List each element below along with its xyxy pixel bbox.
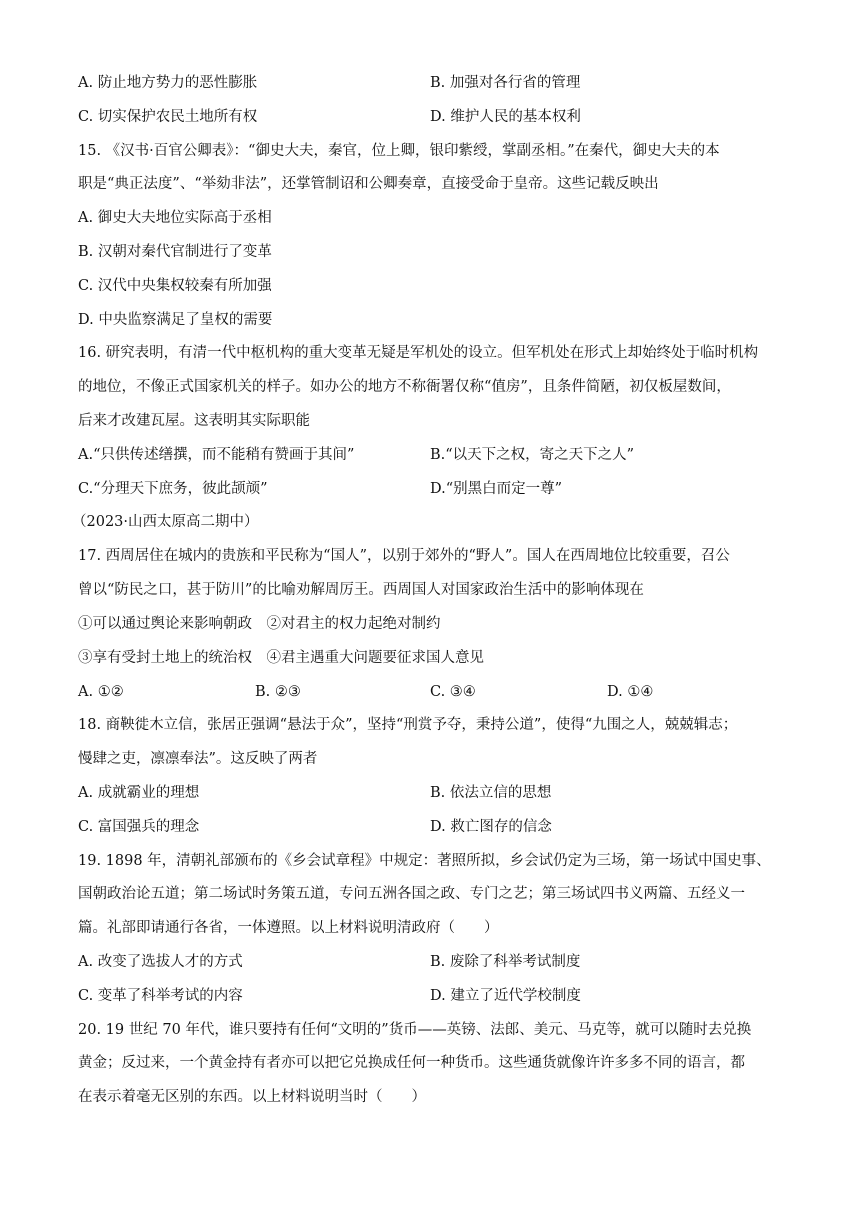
q17-option-c[interactable]: C. ③④ bbox=[430, 684, 476, 700]
q17-option-b[interactable]: B. ②③ bbox=[255, 684, 301, 700]
q19-option-b[interactable]: B. 废除了科举考试制度 bbox=[430, 954, 581, 970]
q19-option-c[interactable]: C. 变革了科举考试的内容 bbox=[78, 988, 243, 1004]
q16-option-c[interactable]: C.“分理天下庶务，彼此颉颃” bbox=[78, 481, 268, 497]
q15-stem-line-2: 职是“典正法度”、“举劾非法”，还掌管制诏和公卿奏章，直接受命于皇帝。这些记载反映出 bbox=[78, 176, 659, 192]
q16-stem-line-1: 16. 研究表明，有清一代中枢机构的重大变革无疑是军机处的设立。但军机处在形式上却始终处于临时机构 bbox=[78, 345, 759, 361]
q14-option-a[interactable]: A. 防止地方势力的恶性膨胀 bbox=[78, 75, 258, 91]
q16-option-b[interactable]: B.“以天下之权，寄之天下之人” bbox=[430, 447, 635, 463]
q17-option-a[interactable]: A. ①② bbox=[78, 684, 124, 700]
q14-option-c[interactable]: C. 切实保护农民土地所有权 bbox=[78, 109, 258, 125]
q20-stem-line-1: 20. 19 世纪 70 年代，谁只要持有任何“文明的”货币——英镑、法郎、美元、马克等，就可以随时去兑换 bbox=[78, 1022, 752, 1038]
q19-stem-line-3: 篇。礼部即请通行各省，一体遵照。以上材料说明清政府（ ） bbox=[78, 920, 499, 936]
q20-stem-line-3: 在表示着毫无区别的东西。以上材料说明当时（ ） bbox=[78, 1089, 426, 1105]
q16-stem-line-3: 后来才改建瓦屋。这表明其实际职能 bbox=[78, 413, 310, 429]
q19-option-d[interactable]: D. 建立了近代学校制度 bbox=[430, 988, 581, 1004]
q17-items-line-1: ①可以通过舆论来影响朝政 ②对君主的权力起绝对制约 bbox=[78, 616, 441, 632]
q19-stem-line-1: 19. 1898 年，清朝礼部颁布的《乡会试章程》中规定：著照所拟，乡会试仍定为三场，第一场试中国史事、 bbox=[78, 853, 771, 869]
q14-option-b[interactable]: B. 加强对各行省的管理 bbox=[430, 75, 581, 91]
q15-stem-line-1: 15. 《汉书·百官公卿表》：“御史大夫，秦官，位上卿，银印紫绶，掌副丞相。”在秦代，御史大夫的本 bbox=[78, 143, 720, 159]
q18-option-d[interactable]: D. 救亡图存的信念 bbox=[430, 819, 552, 835]
q14-option-d[interactable]: D. 维护人民的基本权利 bbox=[430, 109, 581, 125]
q18-option-c[interactable]: C. 富国强兵的理念 bbox=[78, 819, 200, 835]
q15-option-b[interactable]: B. 汉朝对秦代官制进行了变革 bbox=[78, 244, 272, 260]
q17-stem-line-2: 曾以“防民之口，甚于防川”的比喻劝解周厉王。西周国人对国家政治生活中的影响体现在 bbox=[78, 582, 644, 598]
q19-option-a[interactable]: A. 改变了选拔人才的方式 bbox=[78, 954, 243, 970]
q17-option-d[interactable]: D. ①④ bbox=[607, 684, 654, 700]
q18-stem-line-2: 慢肆之吏，凛凛奉法”。这反映了两者 bbox=[78, 751, 318, 767]
q16-option-d[interactable]: D.“别黑白而定一尊” bbox=[430, 481, 563, 497]
source-note: （2023·山西太原高二期中） bbox=[72, 514, 259, 530]
q15-option-d[interactable]: D. 中央监察满足了皇权的需要 bbox=[78, 312, 273, 328]
q17-stem-line-1: 17. 西周居住在城内的贵族和平民称为“国人”，以别于郊外的“野人”。国人在西周地位比较重要，召公 bbox=[78, 548, 730, 564]
q15-option-c[interactable]: C. 汉代中央集权较秦有所加强 bbox=[78, 278, 272, 294]
q19-stem-line-2: 国朝政治论五道；第二场试时务策五道，专问五洲各国之政、专门之艺；第三场试四书义两篇、五经义一 bbox=[78, 886, 745, 902]
q16-stem-line-2: 的地位，不像正式国家机关的样子。如办公的地方不称衙署仅称“值房”，且条件简陋，初仅板屋数间， bbox=[78, 379, 731, 395]
q18-stem-line-1: 18. 商鞅徙木立信，张居正强调“悬法于众”，坚持“刑赏予夺，秉持公道”，使得“九围之人，兢兢辑志； bbox=[78, 717, 738, 733]
q18-option-b[interactable]: B. 依法立信的思想 bbox=[430, 785, 552, 801]
q15-option-a[interactable]: A. 御史大夫地位实际高于丞相 bbox=[78, 210, 272, 226]
q16-option-a[interactable]: A.“只供传述缮撰，而不能稍有赞画于其间” bbox=[78, 447, 355, 463]
q18-option-a[interactable]: A. 成就霸业的理想 bbox=[78, 785, 200, 801]
q17-items-line-2: ③享有受封土地上的统治权 ④君主遇重大问题要征求国人意见 bbox=[78, 650, 484, 666]
q20-stem-line-2: 黄金；反过来，一个黄金持有者亦可以把它兑换成任何一种货币。这些通货就像许许多多不同的语言，都 bbox=[78, 1055, 745, 1071]
